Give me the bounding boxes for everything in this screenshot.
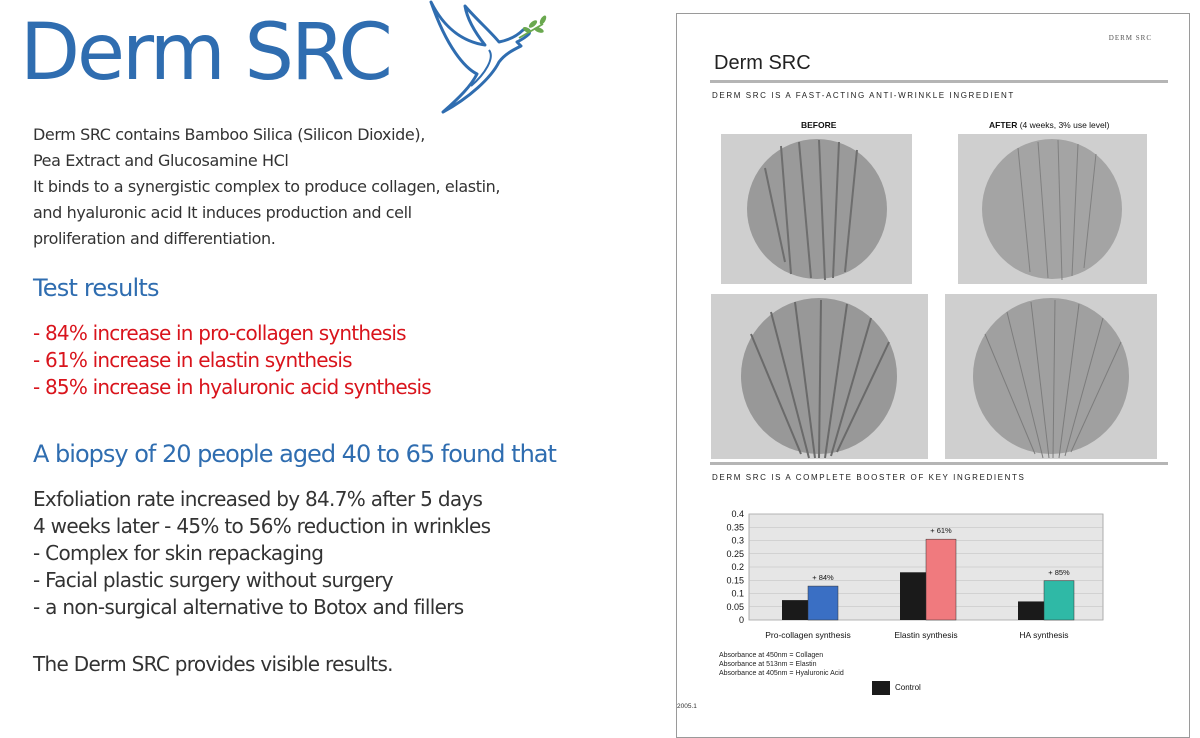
intro-paragraph [33,122,593,252]
test-result-item: - 85% increase in hyaluronic acid synthesis [33,375,431,399]
test-result-item: - 84% increase in pro-collagen synthesis [33,321,406,345]
biopsy-finding: Exfoliation rate increased by 84.7% after 5 days [33,487,483,511]
intro-line: and hyaluronic acid It induces production and cell [33,203,412,222]
y-tick-label: 0 [738,615,744,625]
x-category-label: HA synthesis [1019,630,1069,640]
test-results-heading: Test results [33,274,159,302]
legend-label-control: Control [895,683,921,692]
bar-control [1018,601,1044,620]
biopsy-finding: - a non-surgical alternative to Botox and fillers [33,595,464,619]
section-heading-anti-wrinkle: DERM SRC IS A FAST-ACTING ANTI-WRINKLE INGREDIENT [712,91,1015,100]
intro-line: Pea Extract and Glucosamine HCl [33,151,289,170]
x-category-label: Elastin synthesis [894,630,958,640]
biopsy-heading: A biopsy of 20 people aged 40 to 65 found that [33,440,556,468]
intro-line: proliferation and differentiation. [33,229,276,248]
test-results-list [33,320,431,401]
ingredient-booster-bar-chart [707,508,1147,648]
section-divider [710,462,1168,465]
before-label: BEFORE [801,120,837,130]
y-tick-label: 0.2 [731,562,744,572]
title-divider [710,80,1168,83]
bar-derm-src [926,539,956,620]
absorbance-notes [719,651,844,678]
x-category-label: Pro-collagen synthesis [765,630,851,640]
intro-line: It binds to a synergistic complex to produce collagen, elastin, [33,177,501,196]
after-label: AFTER (4 weeks, 3% use level) [989,120,1110,130]
datasheet-corner-label: DERM SRC [1108,34,1152,42]
section-heading-booster: DERM SRC IS A COMPLETE BOOSTER OF KEY INGREDIENTS [712,473,1026,482]
closing-statement: The Derm SRC provides visible results. [33,652,393,676]
y-tick-label: 0.4 [731,509,744,519]
after-photo-bottom [945,294,1157,459]
product-datasheet [676,13,1190,738]
y-tick-label: 0.35 [726,522,744,533]
bar-control [782,600,808,620]
legend-swatch-control [872,681,890,695]
y-tick-label: 0.15 [726,575,744,586]
before-photo-bottom [711,294,928,459]
test-result-item: - 61% increase in elastin synthesis [33,348,352,372]
bar-derm-src [808,586,838,620]
bar-derm-src [1044,581,1074,620]
datasheet-title: Derm SRC [714,52,811,74]
y-tick-label: 0.1 [731,588,744,599]
biopsy-finding: - Facial plastic surgery without surgery [33,568,393,592]
after-photo-top [958,134,1147,284]
bar-annotation: + 84% [812,573,834,583]
y-tick-label: 0.05 [726,601,744,612]
biopsy-findings-list [33,486,490,621]
bar-control [900,572,926,620]
y-tick-label: 0.25 [726,548,744,559]
intro-line: Derm SRC contains Bamboo Silica (Silicon Dioxide), [33,125,425,144]
absorbance-note: Absorbance at 450nm = Collagen [719,652,824,659]
y-tick-label: 0.3 [731,535,744,546]
absorbance-note: Absorbance at 513nm = Elastin [719,661,817,668]
absorbance-note: Absorbance at 405nm = Hyaluronic Acid [719,670,844,677]
dove-with-olive-branch-icon [425,0,550,118]
datasheet-footer: 2005.1 [677,703,697,710]
brand-title: Derm SRC [20,8,390,98]
biopsy-finding: - Complex for skin repackaging [33,541,324,565]
biopsy-finding: 4 weeks later - 45% to 56% reduction in wrinkles [33,514,491,538]
bar-annotation: + 61% [930,526,952,536]
before-photo-top [721,134,912,284]
bar-annotation: + 85% [1048,567,1070,577]
